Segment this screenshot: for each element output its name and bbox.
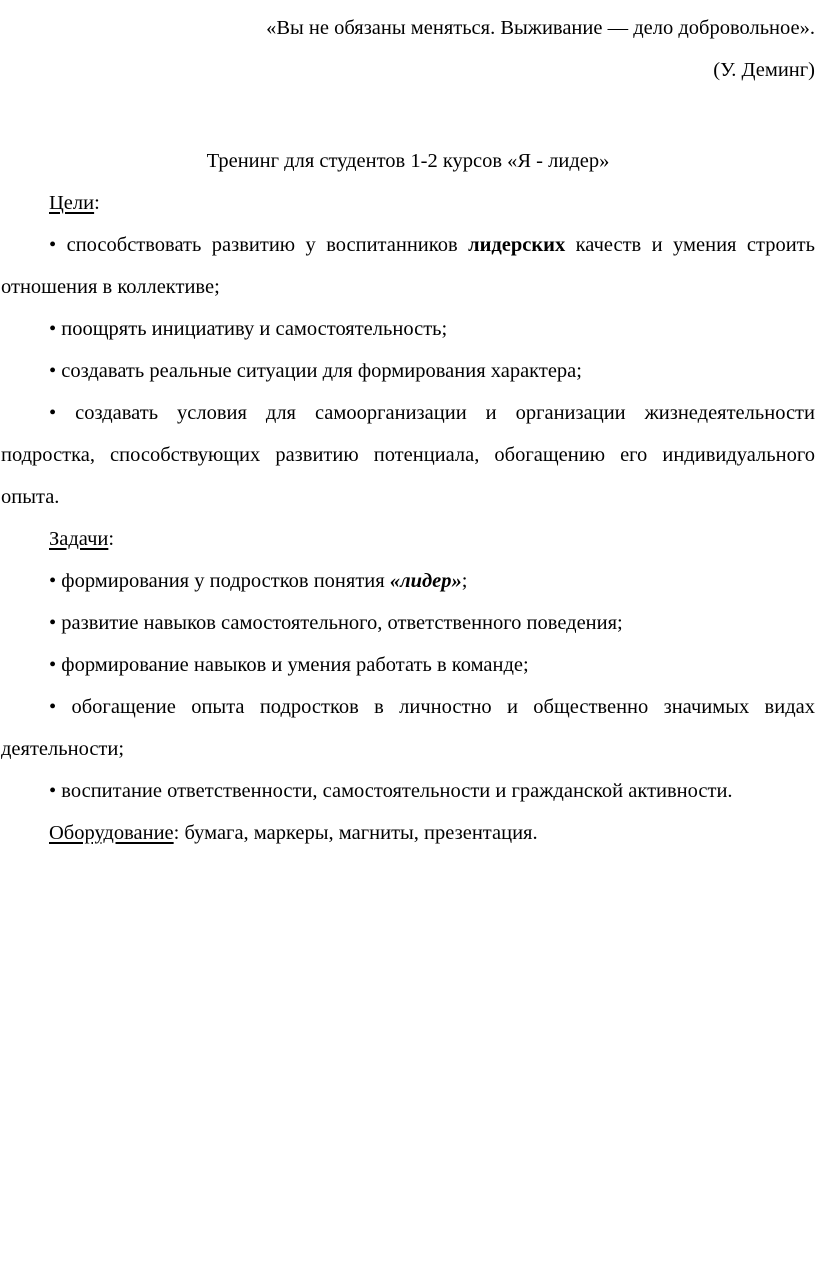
epigraph-author: (У. Деминг) — [713, 59, 815, 81]
task-item-1-bolditalic: «лидер» — [389, 570, 462, 592]
tasks-colon: : — [108, 528, 115, 550]
tasks-label: Задачи — [49, 528, 109, 550]
task-item-1-post: ; — [461, 570, 468, 592]
goals-heading — [1, 182, 815, 224]
document-title: Тренинг для студентов 1-2 курсов «Я - лидер» — [206, 150, 610, 172]
goal-item-1 — [1, 224, 815, 308]
epigraph-quote: «Вы не обязаны меняться. Выживание — дело добровольное». — [266, 17, 815, 39]
goal-item-1-post: качеств и умения строить отношения в коллективе; — [1, 234, 815, 298]
goals-colon: : — [94, 192, 100, 214]
task-item-3: • формирование навыков и умения работать в команде; — [49, 654, 529, 676]
goal-item-4: • создавать условия для самоорганизации и организации жизнедеятельности подростка, способствующих развитию потенциала, обогащению его индивидуального опыта. — [1, 402, 815, 508]
task-item-2: • развитие навыков самостоятельного, ответственного поведения; — [49, 612, 623, 634]
task-item-1-pre: • формирования у подростков понятия — [49, 570, 390, 592]
task-item-5: • воспитание ответственности, самостоятельности и гражданской активности. — [49, 780, 733, 802]
goal-item-3: • создавать реальные ситуации для формирования характера; — [49, 360, 582, 382]
task-item-4: • обогащение опыта подростков в личностно и общественно значимых видах деятельности; — [1, 696, 815, 760]
equipment-label: Оборудование — [49, 822, 174, 844]
tasks-heading — [1, 518, 815, 560]
equipment-line — [1, 812, 815, 854]
goal-item-2: • поощрять инициативу и самостоятельность; — [49, 318, 448, 340]
goals-label: Цели — [49, 192, 95, 214]
task-item-1 — [1, 560, 815, 602]
goal-item-1-bold: лидерских — [468, 234, 566, 256]
goal-item-1-pre: • способствовать развитию у воспитанников — [49, 234, 469, 256]
equipment-text: : бумага, маркеры, магниты, презентация. — [173, 822, 538, 844]
